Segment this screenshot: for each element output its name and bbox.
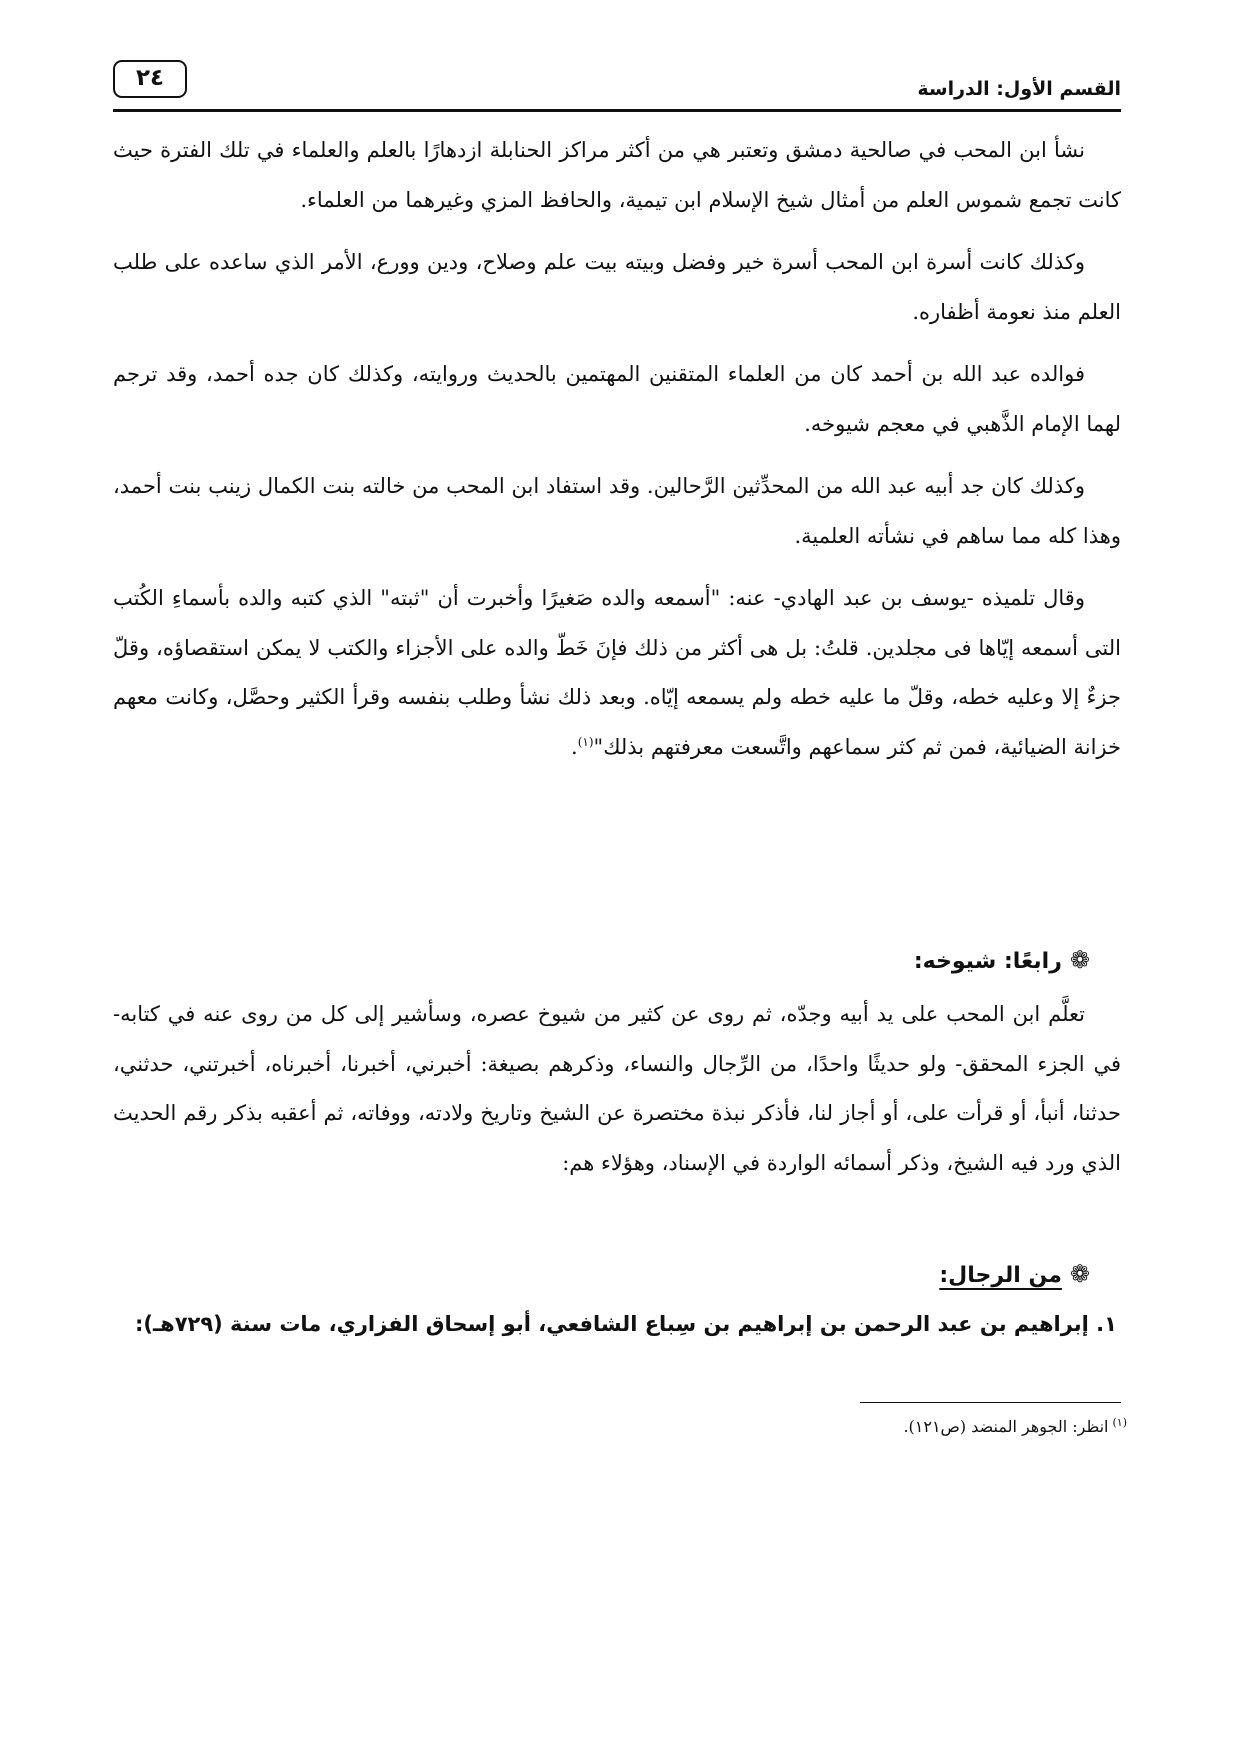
running-title: القسم الأول: الدراسة — [917, 78, 1121, 100]
quote-paragraph — [113, 574, 1121, 772]
paragraph: وكذلك كان جد أبيه عبد الله من المحدِّثين الرَّحالين. وقد استفاد ابن المحب من خالته بنت الكمال زينب بنت أحمد، وهذا كله مما ساهم في نشأته العلمية. — [113, 474, 1121, 548]
footnote-number: (١) — [1112, 1415, 1127, 1429]
main-text — [113, 126, 1121, 772]
subsection-heading — [939, 1260, 1090, 1288]
flower-icon: ❁ — [1069, 946, 1090, 974]
page-header — [113, 58, 1121, 116]
paragraph: وكذلك كانت أسرة ابن المحب أسرة خير وفضل وبيته بيت علم وصلاح، ودين وورع، الأمر الذي ساعده على طلب العلم منذ نعومة أظفاره. — [113, 250, 1121, 324]
entry-heading: ١. إبراهيم بن عبد الرحمن بن إبراهيم بن سِباع الشافعي، أبو إسحاق الفزاري، مات سنة (٧٢٩هـ): — [134, 1312, 1117, 1336]
paragraph: نشأ ابن المحب في صالحية دمشق وتعتبر هي من أكثر مراكز الحنابلة ازدهارًا بالعلم والعلماء في تلك الفترة حيث كانت تجمع شموس العلم من أمثال شيخ الإسلام ابن تيمية، والحافظ المزي وغيرهما من العلماء. — [113, 138, 1121, 212]
section-heading-label: رابعًا: شيوخه: — [913, 949, 1062, 974]
section-text — [113, 990, 1121, 1188]
footnote-divider — [860, 1402, 1121, 1403]
footnote-text: انظر: الجوهر المنضد (ص١٢١). — [903, 1417, 1109, 1436]
flower-icon: ❁ — [1069, 1260, 1090, 1288]
footnote — [903, 1414, 1127, 1440]
paragraph: فوالده عبد الله بن أحمد كان من العلماء المتقنين المهتمين بالحديث وروايته، وكذلك كان جده أحمد، وقد ترجم لهما الإمام الذَّهبي في معجم شيوخه. — [113, 362, 1121, 436]
section-heading — [914, 946, 1090, 974]
subsection-heading-label: من الرجال: — [939, 1263, 1062, 1288]
paragraph: تعلَّم ابن المحب على يد أبيه وجدّه، ثم روى عن كثير من شيوخ عصره، وسأشير إلى كل من روى عنه في كتابه- في الجزء المحقق- ولو حديثًا واحدًا، من الرِّجال والنساء، وذكرهم بصيغة: أخبرني، أخبرنا، أخبرناه، أخبرتني، حدثني، حدثنا، أنبأ، أو قرأت على، أو أجاز لنا، فأذكر نبذة مختصرة عن الشيخ وتاريخ ولادته، ووفاته، ثم أعقبه بذكر رقم الحديث الذي ورد فيه الشيخ، وذكر أسمائه الواردة في الإسناد، وهؤلاء هم: — [113, 1002, 1121, 1175]
quote-text: وقال تلميذه -يوسف بن عبد الهادي- عنه: "أسمعه والده صَغيرًا وأخبرت أن "ثبته" الذي كتبه والده بأسماءِ الكُتب التى أسمعه إيّاها فى مجلدين. قلتُ: بل هى أكثر من ذلك فإنَ خَطّ والده على الأجزاء والكتب لا يمكن استقصاؤه، وقلّ جزءٌ إلا وعليه خطه، وقلّ ما عليه خطه ولم يسمعه إيّاه. وبعد ذلك نشأ وطلب بنفسه وقرأ الكثير وحصَّل، وكانت معهم خزانة الضيائية، فمن ثم كثر سماعهم واتَّسعت معرفتهم بذلك" — [113, 586, 1121, 759]
header-divider — [113, 109, 1121, 112]
quote-end: . — [571, 734, 578, 759]
page-number: ٢٤ — [113, 60, 187, 98]
footnote-reference[interactable]: (١) — [577, 734, 594, 749]
